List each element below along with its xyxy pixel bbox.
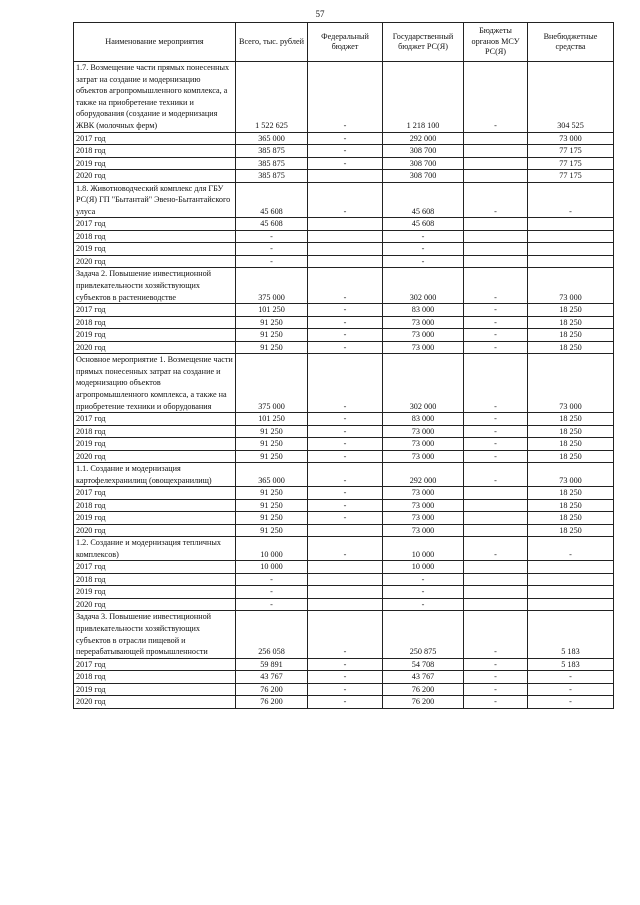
cell-extra: 73 000 — [528, 354, 614, 413]
table-row-item — [74, 463, 614, 487]
cell-name: 2019 год — [74, 512, 236, 525]
cell-total: 365 000 — [236, 132, 308, 145]
cell-republic: - — [383, 243, 464, 256]
cell-name: Задача 2. Повышение инвестиционной привлекательности хозяйствующих субъектов в растениеводстве — [74, 268, 236, 304]
table-row-year — [74, 561, 614, 574]
cell-federal — [308, 586, 383, 599]
table-row-item — [74, 537, 614, 561]
cell-name: 2018 год — [74, 425, 236, 438]
cell-name: 2017 год — [74, 658, 236, 671]
cell-federal: - — [308, 658, 383, 671]
cell-extra: - — [528, 696, 614, 709]
cell-extra: 73 000 — [528, 132, 614, 145]
cell-extra: 18 250 — [528, 487, 614, 500]
cell-extra: 5 183 — [528, 611, 614, 658]
cell-municipal: - — [464, 537, 528, 561]
cell-name: 2019 год — [74, 586, 236, 599]
cell-municipal: - — [464, 425, 528, 438]
cell-extra — [528, 230, 614, 243]
table-row-year — [74, 658, 614, 671]
cell-total: - — [236, 586, 308, 599]
table-row-item — [74, 182, 614, 218]
cell-extra: 18 250 — [528, 341, 614, 354]
cell-republic: - — [383, 255, 464, 268]
cell-republic: - — [383, 573, 464, 586]
cell-name: 2018 год — [74, 316, 236, 329]
cell-extra: 18 250 — [528, 304, 614, 317]
cell-republic: 73 000 — [383, 316, 464, 329]
table-row-year — [74, 499, 614, 512]
cell-total: 385 875 — [236, 170, 308, 183]
cell-municipal — [464, 561, 528, 574]
cell-extra: 18 250 — [528, 438, 614, 451]
table-row-year — [74, 145, 614, 158]
cell-total: 76 200 — [236, 683, 308, 696]
cell-republic: - — [383, 230, 464, 243]
table-row-year — [74, 450, 614, 463]
cell-federal: - — [308, 512, 383, 525]
table-row-year — [74, 573, 614, 586]
table-row-year — [74, 157, 614, 170]
table-row-item — [74, 354, 614, 413]
cell-republic: 292 000 — [383, 132, 464, 145]
header-extra: Внебюджетные средства — [528, 23, 614, 62]
cell-total: 91 250 — [236, 524, 308, 537]
cell-extra: - — [528, 182, 614, 218]
cell-federal: - — [308, 329, 383, 342]
cell-total: 91 250 — [236, 438, 308, 451]
table-row-year — [74, 438, 614, 451]
cell-extra — [528, 561, 614, 574]
cell-federal: - — [308, 268, 383, 304]
cell-extra: 18 250 — [528, 499, 614, 512]
cell-name: 2020 год — [74, 170, 236, 183]
cell-name: 2020 год — [74, 450, 236, 463]
table-row-item — [74, 611, 614, 658]
cell-republic: 73 000 — [383, 512, 464, 525]
cell-republic: 73 000 — [383, 341, 464, 354]
cell-total: 76 200 — [236, 696, 308, 709]
cell-total: 1 522 625 — [236, 62, 308, 133]
cell-republic: 83 000 — [383, 413, 464, 426]
header-municipal: Бюджеты органов МСУ РС(Я) — [464, 23, 528, 62]
table-header-row — [74, 23, 614, 62]
cell-municipal: - — [464, 316, 528, 329]
cell-municipal — [464, 157, 528, 170]
cell-municipal — [464, 145, 528, 158]
cell-extra — [528, 586, 614, 599]
cell-total: 385 875 — [236, 145, 308, 158]
cell-republic: 73 000 — [383, 499, 464, 512]
table-row-year — [74, 255, 614, 268]
cell-name: 2020 год — [74, 524, 236, 537]
cell-federal: - — [308, 450, 383, 463]
cell-federal: - — [308, 611, 383, 658]
table-row-year — [74, 425, 614, 438]
cell-name: 2018 год — [74, 499, 236, 512]
cell-municipal — [464, 218, 528, 231]
cell-total: 91 250 — [236, 512, 308, 525]
cell-municipal: - — [464, 450, 528, 463]
header-name: Наименование мероприятия — [74, 23, 236, 62]
cell-federal: - — [308, 487, 383, 500]
cell-republic: 73 000 — [383, 524, 464, 537]
cell-total: 43 767 — [236, 671, 308, 684]
cell-extra — [528, 255, 614, 268]
cell-republic: 10 000 — [383, 537, 464, 561]
cell-total: 365 000 — [236, 463, 308, 487]
cell-federal: - — [308, 425, 383, 438]
cell-republic: 73 000 — [383, 425, 464, 438]
cell-municipal — [464, 586, 528, 599]
cell-total: 256 058 — [236, 611, 308, 658]
cell-federal: - — [308, 304, 383, 317]
cell-extra — [528, 598, 614, 611]
cell-republic: 76 200 — [383, 696, 464, 709]
cell-municipal — [464, 255, 528, 268]
cell-name: 1.8. Животноводческий комплекс для ГБУ РС(Я) ГП "Бытантай" Эвено-Бытантайского улуса — [74, 182, 236, 218]
table-row-year — [74, 170, 614, 183]
cell-municipal — [464, 499, 528, 512]
cell-municipal — [464, 243, 528, 256]
cell-total: 91 250 — [236, 450, 308, 463]
table-row-year — [74, 413, 614, 426]
cell-republic: 76 200 — [383, 683, 464, 696]
cell-name: 1.2. Создание и модернизация тепличных комплексов) — [74, 537, 236, 561]
cell-republic: 73 000 — [383, 438, 464, 451]
cell-federal: - — [308, 62, 383, 133]
cell-republic: 43 767 — [383, 671, 464, 684]
cell-name: 2019 год — [74, 329, 236, 342]
cell-federal — [308, 255, 383, 268]
cell-total: 385 875 — [236, 157, 308, 170]
cell-total: 91 250 — [236, 329, 308, 342]
cell-name: Основное мероприятие 1. Возмещение части прямых понесенных затрат на создание и модернизацию объектов агропромышленного комплекса, а также на приобретение техники и оборудования — [74, 354, 236, 413]
cell-municipal: - — [464, 62, 528, 133]
cell-extra: - — [528, 671, 614, 684]
cell-total: 91 250 — [236, 316, 308, 329]
cell-federal: - — [308, 499, 383, 512]
cell-republic: 302 000 — [383, 354, 464, 413]
cell-republic: 308 700 — [383, 170, 464, 183]
cell-name: 2018 год — [74, 671, 236, 684]
cell-total: 59 891 — [236, 658, 308, 671]
cell-name: 2018 год — [74, 230, 236, 243]
cell-total: 91 250 — [236, 341, 308, 354]
budget-table — [73, 22, 614, 709]
cell-name: 2019 год — [74, 157, 236, 170]
cell-republic: 54 708 — [383, 658, 464, 671]
cell-extra — [528, 573, 614, 586]
cell-extra: 73 000 — [528, 463, 614, 487]
cell-federal: - — [308, 438, 383, 451]
cell-republic: 292 000 — [383, 463, 464, 487]
cell-municipal: - — [464, 683, 528, 696]
cell-extra: 18 250 — [528, 524, 614, 537]
cell-republic: 302 000 — [383, 268, 464, 304]
cell-municipal: - — [464, 341, 528, 354]
cell-total: 45 608 — [236, 218, 308, 231]
page-number: 57 — [315, 9, 325, 19]
table-row-year — [74, 243, 614, 256]
cell-municipal: - — [464, 463, 528, 487]
cell-republic: - — [383, 586, 464, 599]
table-row-year — [74, 512, 614, 525]
cell-extra: 304 525 — [528, 62, 614, 133]
cell-municipal: - — [464, 304, 528, 317]
cell-total: - — [236, 573, 308, 586]
cell-federal — [308, 573, 383, 586]
cell-federal: - — [308, 157, 383, 170]
cell-federal: - — [308, 341, 383, 354]
cell-total: - — [236, 243, 308, 256]
cell-name: 2017 год — [74, 304, 236, 317]
table-row-year — [74, 230, 614, 243]
cell-federal — [308, 230, 383, 243]
cell-total: 91 250 — [236, 425, 308, 438]
table-row-year — [74, 524, 614, 537]
table-body — [74, 62, 614, 709]
table-row-year — [74, 132, 614, 145]
cell-extra: 5 183 — [528, 658, 614, 671]
cell-republic: 308 700 — [383, 157, 464, 170]
cell-municipal: - — [464, 438, 528, 451]
cell-federal — [308, 524, 383, 537]
cell-name: 1.7. Возмещение части прямых понесенных затрат на создание и модернизацию объектов агропромышленного комплекса, а также на приобретение техники и оборудования (создание и модернизация ЖВК (молочных ферм) — [74, 62, 236, 133]
cell-municipal — [464, 598, 528, 611]
cell-name: 2017 год — [74, 132, 236, 145]
cell-federal — [308, 561, 383, 574]
cell-name: 2020 год — [74, 255, 236, 268]
cell-municipal: - — [464, 696, 528, 709]
cell-total: 101 250 — [236, 304, 308, 317]
cell-municipal — [464, 132, 528, 145]
cell-republic: - — [383, 598, 464, 611]
cell-total: - — [236, 598, 308, 611]
table-row-item — [74, 268, 614, 304]
cell-republic: 73 000 — [383, 487, 464, 500]
table-row-year — [74, 598, 614, 611]
cell-municipal — [464, 573, 528, 586]
cell-republic: 1 218 100 — [383, 62, 464, 133]
cell-total: 101 250 — [236, 413, 308, 426]
cell-federal — [308, 218, 383, 231]
cell-extra: 77 175 — [528, 157, 614, 170]
cell-federal: - — [308, 182, 383, 218]
table-row-year — [74, 671, 614, 684]
cell-republic: 308 700 — [383, 145, 464, 158]
cell-extra: 18 250 — [528, 425, 614, 438]
cell-name: 2018 год — [74, 145, 236, 158]
cell-federal: - — [308, 671, 383, 684]
cell-republic: 73 000 — [383, 329, 464, 342]
cell-name: 2017 год — [74, 218, 236, 231]
table-row-item — [74, 62, 614, 133]
table-row-year — [74, 218, 614, 231]
cell-federal: - — [308, 316, 383, 329]
cell-total: 91 250 — [236, 487, 308, 500]
table-row-year — [74, 329, 614, 342]
cell-republic: 45 608 — [383, 182, 464, 218]
cell-name: 2017 год — [74, 413, 236, 426]
cell-federal — [308, 598, 383, 611]
cell-municipal: - — [464, 329, 528, 342]
cell-name: 2019 год — [74, 243, 236, 256]
table-row-year — [74, 341, 614, 354]
cell-extra — [528, 243, 614, 256]
cell-name: 2019 год — [74, 683, 236, 696]
cell-name: 2018 год — [74, 573, 236, 586]
cell-total: 375 000 — [236, 268, 308, 304]
cell-republic: 250 875 — [383, 611, 464, 658]
cell-municipal: - — [464, 268, 528, 304]
cell-republic: 83 000 — [383, 304, 464, 317]
cell-name: Задача 3. Повышение инвестиционной привлекательности хозяйствующих субъектов в отрасли пищевой и перерабатывающей промышленности — [74, 611, 236, 658]
cell-extra: 73 000 — [528, 268, 614, 304]
cell-extra: 77 175 — [528, 145, 614, 158]
cell-municipal — [464, 487, 528, 500]
cell-republic: 73 000 — [383, 450, 464, 463]
header-republic: Государственный бюджет РС(Я) — [383, 23, 464, 62]
table-row-year — [74, 696, 614, 709]
cell-extra: - — [528, 537, 614, 561]
cell-federal: - — [308, 683, 383, 696]
cell-total: 375 000 — [236, 354, 308, 413]
header-federal: Федеральный бюджет — [308, 23, 383, 62]
cell-municipal: - — [464, 354, 528, 413]
cell-name: 2019 год — [74, 438, 236, 451]
cell-name: 2017 год — [74, 487, 236, 500]
cell-extra: 18 250 — [528, 413, 614, 426]
cell-extra: 18 250 — [528, 329, 614, 342]
cell-name: 2020 год — [74, 598, 236, 611]
cell-federal: - — [308, 413, 383, 426]
cell-federal: - — [308, 145, 383, 158]
cell-extra: 77 175 — [528, 170, 614, 183]
cell-total: - — [236, 230, 308, 243]
cell-municipal — [464, 230, 528, 243]
cell-municipal: - — [464, 658, 528, 671]
cell-federal: - — [308, 354, 383, 413]
cell-total: - — [236, 255, 308, 268]
cell-total: 45 608 — [236, 182, 308, 218]
cell-municipal — [464, 512, 528, 525]
cell-federal: - — [308, 537, 383, 561]
cell-republic: 10 000 — [383, 561, 464, 574]
cell-extra: - — [528, 683, 614, 696]
table-row-year — [74, 683, 614, 696]
cell-total: 91 250 — [236, 499, 308, 512]
cell-name: 2017 год — [74, 561, 236, 574]
cell-name: 2020 год — [74, 341, 236, 354]
cell-federal: - — [308, 463, 383, 487]
cell-municipal — [464, 524, 528, 537]
table-row-year — [74, 316, 614, 329]
cell-extra: 18 250 — [528, 316, 614, 329]
header-total: Всего, тыс. рублей — [236, 23, 308, 62]
cell-extra: 18 250 — [528, 450, 614, 463]
table-row-year — [74, 586, 614, 599]
cell-name: 1.1. Создание и модернизация картофелехранилищ (овощехранилищ) — [74, 463, 236, 487]
cell-federal: - — [308, 696, 383, 709]
cell-municipal: - — [464, 671, 528, 684]
cell-municipal: - — [464, 182, 528, 218]
cell-federal — [308, 170, 383, 183]
table-row-year — [74, 487, 614, 500]
cell-republic: 45 608 — [383, 218, 464, 231]
cell-total: 10 000 — [236, 561, 308, 574]
cell-municipal: - — [464, 413, 528, 426]
cell-municipal — [464, 170, 528, 183]
cell-municipal: - — [464, 611, 528, 658]
cell-extra — [528, 218, 614, 231]
cell-federal: - — [308, 132, 383, 145]
cell-total: 10 000 — [236, 537, 308, 561]
cell-extra: 18 250 — [528, 512, 614, 525]
table-row-year — [74, 304, 614, 317]
cell-name: 2020 год — [74, 696, 236, 709]
cell-federal — [308, 243, 383, 256]
